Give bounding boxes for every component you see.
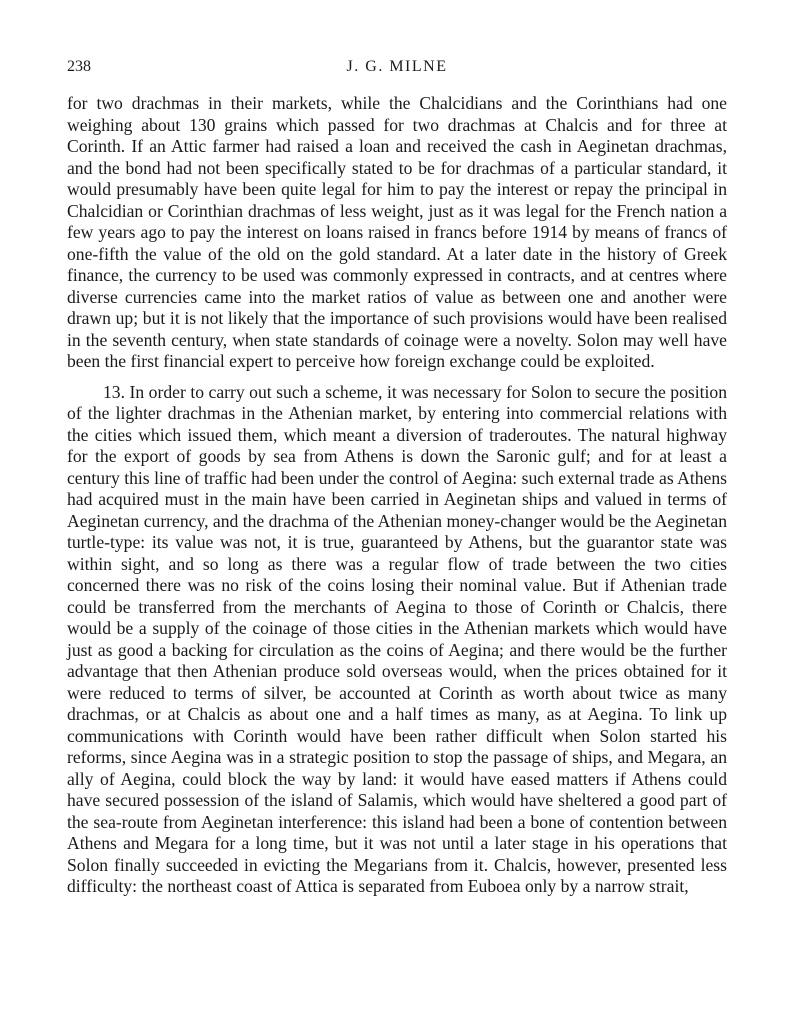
body-text: [67, 93, 727, 898]
paragraph-section-13: 13. In order to carry out such a scheme, it was necessary for Solon to secure the position of the lighter drachmas in the Athenian market, by entering into commercial relations with the cities which issued them, which meant a diversion of traderoutes. The natural highway for the export of goods by sea from Athens is down the Saronic gulf; and for at least a century this line of traffic had been under the control of Aegina: such external trade as Athens had acquired must in the main have been carried in Aeginetan ships and valued in terms of Aeginetan currency, and the drachma of the Athenian money-changer would be the Aeginetan turtle-type: its value was not, it is true, guaranteed by Athens, but the guarantor state was within sight, and so long as there was a regular flow of trade between the two cities concerned there was no risk of the coins losing their nominal value. But if Athenian trade could be transferred from the merchants of Aegina to those of Corinth or Chalcis, there would be a supply of the coinage of those cities in the Athenian markets which would have just as good a backing for circulation as the coins of Aegina; and there would be the further advantage that then Athenian produce sold overseas would, when the prices obtained for it were reduced to terms of silver, be accounted at Corinth as worth about twice as many drachmas, or at Chalcis as about one and a half times as many, as at Aegina. To link up communications with Corinth would have been rather difficult when Solon started his reforms, since Aegina was in a strategic position to stop the passage of ships, and Megara, an ally of Aegina, could block the way by land: it would have eased matters if Athens could have secured possession of the island of Salamis, which would have sheltered a good part of the sea-route from Aeginetan interference: this island had been a bone of contention between Athens and Megara for a long time, but it was not until a later stage in his operations that Solon finally succeeded in evicting the Megarians from it. Chalcis, however, presented less difficulty: the northeast coast of Attica is separated from Euboea only by a narrow strait,: [67, 381, 727, 896]
paragraph-continuation: for two drachmas in their markets, while the Chalcidians and the Corinthians had one weighing about 130 grains which passed for two drachmas at Chalcis and for three at Corinth. If an Attic farmer had raised a loan and received the cash in Aeginetan drachmas, and the bond had not been specifically stated to be for drachmas of a particular standard, it would presumably have been quite legal for him to pay the interest or repay the principal in Chalcidian or Corinthian drachmas of less weight, just as it was legal for the French nation a few years ago to pay the interest on loans raised in francs before 1914 by means of francs of one-fifth the value of the old on the gold standard. At a later date in the history of Greek finance, the currency to be used was commonly expressed in contracts, and at centres where diverse currencies came into the market ratios of value as between one and another were drawn up; but it is not likely that the importance of such provisions would have been realised in the seventh century, when state standards of coinage were a novelty. Solon may well have been the first financial expert to perceive how foreign exchange could be exploited.: [67, 93, 727, 371]
running-head: [67, 55, 727, 79]
running-title: J. G. MILNE: [346, 58, 448, 75]
page-number: 238: [67, 58, 91, 75]
page: [67, 55, 727, 898]
